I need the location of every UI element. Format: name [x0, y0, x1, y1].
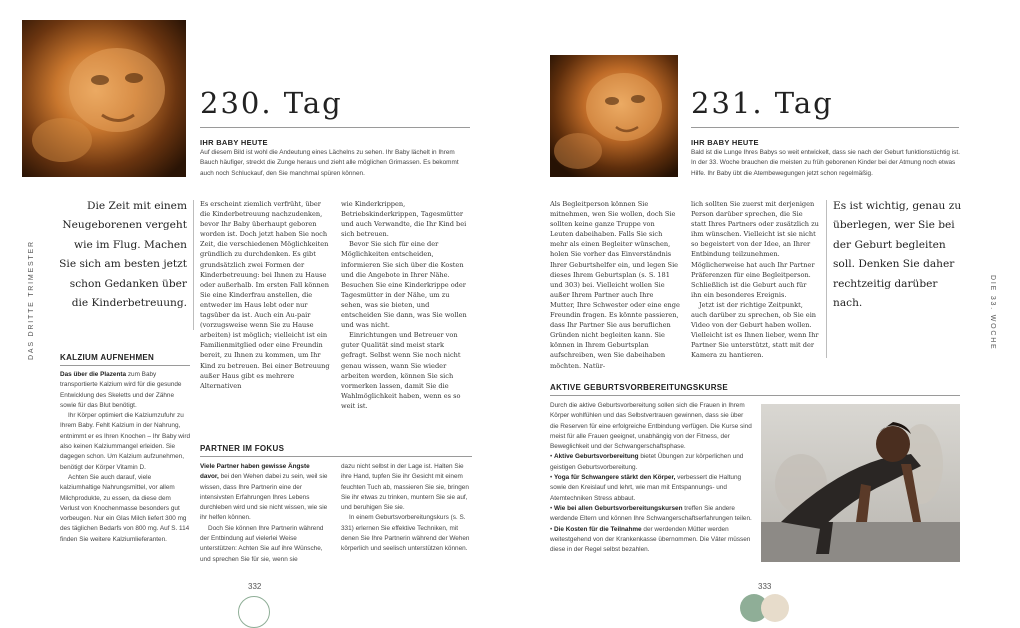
- partner-divider: [200, 456, 472, 457]
- partner-col-2: [341, 462, 471, 555]
- courses-bullet-bold: Wie bei allen Geburtsvorbereitungskursen: [554, 504, 683, 512]
- courses-heading: AKTIVE GEBURTSVORBEREITUNGSKURSE: [550, 383, 729, 392]
- calcium-heading: KALZIUM AUFNEHMEN: [60, 353, 155, 362]
- pull-quote-rule: [826, 200, 827, 358]
- baby-today-text: Bald ist die Lunge Ihres Babys so weit entwickelt, dass sie nach der Geburt funktionstüchtig ist. In der 33. Woche brauchen die meisten zu früh geborenen Kinder bei der Atmung noch etwas Hilfe. Ihr Baby übt die Atembewegungen jetzt schon regelmäßig.: [691, 149, 960, 177]
- partner-p4: In einem Geburtsvorbereitungskurs (s. S. 331) erlernen Sie effektive Techniken, mit denen Sie Ihre Partnerin während der Wehen körperlich und seelisch unterstützen können.: [341, 514, 470, 553]
- title-divider: [200, 127, 470, 128]
- courses-bullet-text: der werdenden Mütter werden weitestgehend von der Krankenkasse übernommen. Die Väter müssen diese in der Regel selbst bezahlen.: [550, 525, 751, 554]
- courses-bullet-text: treffen Sie andere werdende Eltern und können Ihre Schwangerschaftserfahrungen teilen.: [550, 504, 752, 523]
- yoga-class-photo: [761, 404, 960, 562]
- page-tab-decoration: [761, 594, 789, 622]
- page-number: 332: [248, 582, 262, 591]
- calcium-p1: zum Baby transportierte Kalzium wird für die gesunde Entwicklung des Skeletts und der Zähne sowie für das Blut benötigt.: [60, 371, 182, 409]
- ultrasound-image-day-230: [22, 20, 186, 177]
- day-title: 230. Tag: [200, 86, 343, 120]
- ultrasound-image-day-231: [550, 55, 678, 177]
- courses-bullet-bold: Aktive Geburtsvorbereitung: [554, 453, 639, 461]
- body-paragraph: Bevor Sie sich für eine der Möglichkeiten entscheiden, informieren Sie sich über die Kosten und die Angebote in Ihrer Nähe. Besuchen Sie eine Kinderkrippe oder Tagesmütter in der Nähe, um zu sehen, was sie bieten, und entscheiden Sie dann, was Sie wollen und was nicht.: [341, 240, 467, 330]
- side-label-week: DIE 33. WOCHE: [989, 275, 996, 351]
- calcium-p2: Ihr Körper optimiert die Kalziumzufuhr zu Ihrem Baby. Fehlt Kalzium in der Nahrung, entnimmt er es Ihren Knochen – Ihr Baby wird also keinen Kalziummangel erleiden. Sie dagegen schon. Um Kalzium aufzunehmen, benötigt der Körper Vitamin D.: [60, 412, 191, 471]
- body-paragraph: Einrichtungen und Betreuer von guter Qualität sind meist stark gefragt. Selbst wenn Sie noch nicht genau wissen, wann Sie wieder arbeiten werden, können Sie sich vormerken lassen, damit Sie die Wahlmöglichkeit haben, wenn es so weit ist.: [341, 331, 461, 410]
- courses-bullet-text: verbessert die Haltung sowie den Kreislauf und lehrt, wie man mit Entspannungs- und Atemtechniken Stress abbaut.: [550, 474, 742, 502]
- courses-bullet: • Wie bei allen Geburtsvorbereitungskursen treffen Sie andere werdende Eltern und können Ihre Schwangerschaftserfahrungen teilen.: [550, 504, 752, 523]
- baby-today-text: Auf diesem Bild ist wohl die Andeutung eines Lächelns zu sehen. Ihr Baby lächelt in Ihrem Bauch häufiger, streckt die Zunge heraus und zieht alle möglichen Grimassen. Es bekommt auch noch Schluckauf, den Sie manchmal spüren können.: [200, 149, 459, 177]
- body-paragraph: lich sollten Sie zuerst mit derjenigen Person darüber sprechen, die Sie statt Ihres Partners oder zusätzlich zu ihm wünschen. Vielleicht ist sie nicht so begeistert von der Idee, an Ihrer Entbindung teilzunehmen. Möglicherweise hat auch Ihr Partner Präferenzen für eine Begleitperson. Schließlich ist die Geburt auch für ihn ein besonderes Ereignis.: [691, 200, 819, 299]
- baby-today-label: IHR BABY HEUTE: [691, 138, 759, 147]
- partner-col-1: [200, 462, 328, 565]
- partner-bold: Viele Partner haben gewisse Ängste davor,: [200, 463, 310, 481]
- partner-p2: Doch Sie können Ihre Partnerin während der Entbindung auf vielerlei Weise unterstützen: Achten Sie auf ihre Wünsche, und sprechen Sie für sie, wenn sie: [200, 524, 324, 563]
- courses-bullet: • Yoga für Schwangere stärkt den Körper, verbessert die Haltung sowie den Kreislauf und lehrt, wie man mit Entspannungs- und Atemtechniken Stress abbaut.: [550, 474, 742, 502]
- partner-p3: dazu nicht selbst in der Lage ist. Halten Sie ihre Hand, tupfen Sie ihr Gesicht mit einem feuchten Tuch ab, massieren Sie sie, bringen Sie ihr etwas zu trinken, muntern Sie sie auf, und beruhigen Sie sie.: [341, 463, 469, 512]
- day-title: 231. Tag: [691, 86, 834, 120]
- partner-heading: PARTNER IM FOKUS: [200, 444, 285, 453]
- calcium-p3: Achten Sie auch darauf, viele kalziumhaltige Nahrungsmittel, vor allem Milchprodukte, zu essen, da diese dem Verlust von Knochenmasse besonders gut vorbeugen. Nur ein Glas Milch liefert 300 mg des täglichen Bedarfs von 800 mg. Auf S. 114 finden Sie weitere Kalziumlieferanten.: [60, 473, 190, 543]
- side-label-trimester: DAS DRITTE TRIMESTER: [28, 240, 35, 360]
- courses-bullet-bold: Die Kosten für die Teilnahme: [554, 525, 642, 533]
- courses-text: [550, 401, 752, 555]
- baby-today-label: IHR BABY HEUTE: [200, 138, 268, 147]
- title-divider: [691, 127, 959, 128]
- courses-bullet: • Die Kosten für die Teilnahme der werdenden Mütter werden weitestgehend von der Krankenkasse übernommen. Die Väter müssen diese in der Regel selbst bezahlen.: [550, 525, 751, 554]
- courses-intro: Durch die aktive Geburtsvorbereitung sollen sich die Frauen in Ihrem Körper wohlfühlen und das Selbstvertrauen gewinnen, dass sie über die Reserven für eine erfolgreiche Entbindung verfügen. Die Kurse sind meist für alle Frauen geeignet, unabhängig von der Fitness, der Beweglichkeit und der Schwangerschaftsphase.: [550, 402, 752, 451]
- body-paragraph: wie Kinderkrippen, Betriebskinderkrippen, Tagesmütter und auch Verwandte, die Ihr Kind bei sich betreuen.: [341, 200, 467, 239]
- pull-quote-rule: [193, 200, 194, 330]
- courses-bullet-bold: Yoga für Schwangere stärkt den Körper,: [554, 474, 676, 482]
- calcium-divider: [60, 365, 190, 366]
- pull-quote: Die Zeit mit einem Neugeborenen vergeht wie im Flug. Machen Sie sich am besten jetzt schon Gedanken über die Kinderbetreuung.: [59, 200, 187, 310]
- body-column-2: [341, 199, 471, 411]
- body-paragraph: Jetzt ist der richtige Zeitpunkt, auch darüber zu sprechen, ob Sie ein Video von der Geburt haben wollen. Vielleicht ist es Ihnen lieber, wenn Ihr Partner Sie unterstützt, statt mit der Kamera zu hantieren.: [691, 300, 819, 360]
- courses-bullet: • Aktive Geburtsvorbereitung bietet Übungen zur körperlichen und geistigen Geburtsvorbereitung.: [550, 453, 744, 471]
- page-tab-decoration: [238, 596, 270, 628]
- pull-quote: Es ist wichtig, genau zu überlegen, wer Sie bei der Geburt begleiten soll. Denken Sie daher rechtzeitig darüber nach.: [833, 200, 962, 310]
- courses-divider: [550, 395, 960, 396]
- body-column-1: Es erscheint ziemlich verfrüht, über die Kinderbetreuung nachzudenken, bevor Ihr Baby überhaupt geboren worden ist. Doch jetzt haben Sie noch Zeit, die verschiedenen Möglichkeiten gründlich zu durchdenken. Es gibt grundsätzlich zwei Formen der Kinderbetreuung: bei Ihnen zu Hause oder außerhalb. Im ersten Fall können Sie eine Kinderfrau anstellen, die entweder im Haus lebt oder nur tagsüber da ist. Auch ein Au-pair (vorzugsweise wenn Sie zu Hause arbeiten) ist möglich; vielleicht ist ein Familienmitglied oder eine Freundin bereit, zu Ihnen zu kommen, um Ihr Kind zu betreuen. Bei einer Betreuung außer Haus gibt es mehrere Alternativen: [200, 200, 330, 390]
- body-column-1: Als Begleitperson können Sie mitnehmen, wen Sie wollen, doch Sie sollten keine ganze Truppe von Leuten dabeihaben. Falls Sie sich mehr als einen Begleiter wünschen, holen Sie vorher das Einverständnis Ihrer Geburtshelfer ein, und legen Sie dieses Ihrem Geburtsplan (s. S. 181 und 303) bei. Vielleicht wollen Sie außer Ihrem Partner auch Ihre Mutter, Ihre Schwester oder eine enge Freundin fragen. Es könnte passieren, dass Ihr Partner Sie aus beruflichen Gründen nicht begleiten kann. Sie können in Ihrem Geburtsplan aufschreiben, wen Sie dabeihaben möchten. Natür-: [550, 200, 680, 370]
- partner-p1: bei den Wehen dabei zu sein, weil sie wissen, dass Ihre Partnerin eine der intensivsten Erfahrungen Ihres Lebens durchleben wird und sie nicht wissen, wie sie ihr helfen können.: [200, 473, 328, 522]
- page-number: 333: [758, 582, 772, 591]
- calcium-text: [60, 370, 190, 545]
- calcium-bold: Das über die Plazenta: [60, 371, 127, 378]
- body-column-2: [691, 199, 819, 361]
- courses-bullet-text: bietet Übungen zur körperlichen und geistigen Geburtsvorbereitung.: [550, 453, 744, 471]
